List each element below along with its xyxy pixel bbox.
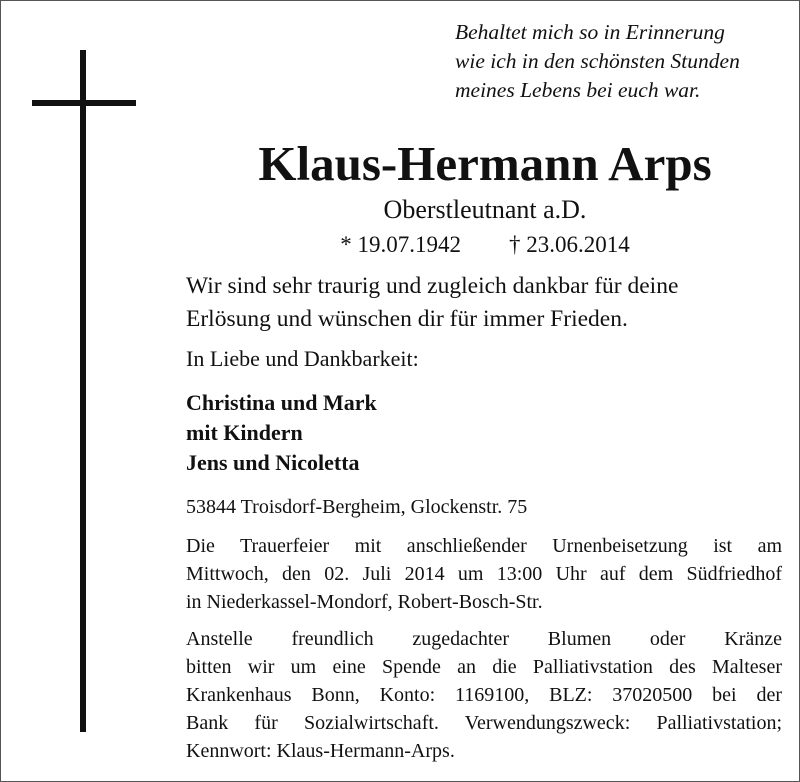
intro-line: Erlösung und wünschen dir für immer Frieden. xyxy=(186,306,628,332)
motto-line: meines Lebens bei euch war. xyxy=(455,78,701,102)
donation-line: Krankenhaus Bonn, Konto: 1169100, BLZ: 37020500 bei der xyxy=(186,684,782,706)
donation-line: Kennwort: Klaus-Hermann-Arps. xyxy=(186,740,455,762)
donation-line: bitten wir um eine Spende an die Palliativstation des Malteser xyxy=(186,656,782,678)
mourner-line: Christina und Mark xyxy=(186,390,377,415)
funeral-line: Die Trauerfeier mit anschließender Urnenbeisetzung ist am xyxy=(186,535,782,557)
funeral-line: Mittwoch, den 02. Juli 2014 um 13:00 Uhr auf dem Südfriedhof xyxy=(186,563,782,585)
intro-line: Wir sind sehr traurig und zugleich dankbar für deine xyxy=(186,273,679,299)
birth-date: * 19.07.1942 xyxy=(340,232,461,257)
funeral-info xyxy=(186,532,782,616)
mourner-line: mit Kindern xyxy=(186,420,303,445)
mourners-list xyxy=(186,388,377,478)
donation-line: Anstelle freundlich zugedachter Blumen oder Kränze xyxy=(186,628,782,650)
closing-phrase: In Liebe und Dankbarkeit: xyxy=(186,346,419,371)
deceased-name: Klaus-Hermann Arps xyxy=(258,136,712,191)
intro-text xyxy=(186,270,776,336)
motto-quote xyxy=(455,18,785,105)
motto-line: Behaltet mich so in Erinnerung xyxy=(455,20,725,44)
motto-line: wie ich in den schönsten Stunden xyxy=(455,49,740,73)
funeral-line: in Niederkassel-Mondorf, Robert-Bosch-Str. xyxy=(186,591,543,613)
donation-line: Bank für Sozialwirtschaft. Verwendungszweck: Palliativstation; xyxy=(186,712,782,734)
cross-vertical-bar xyxy=(80,50,86,732)
family-address: 53844 Troisdorf-Bergheim, Glockenstr. 75 xyxy=(186,496,528,518)
deceased-rank: Oberstleutnant a.D. xyxy=(383,195,587,224)
donation-info xyxy=(186,625,782,765)
cross-horizontal-bar xyxy=(32,100,136,106)
death-date: † 23.06.2014 xyxy=(509,232,630,257)
life-dates xyxy=(186,230,784,260)
mourner-line: Jens und Nicoletta xyxy=(186,450,360,475)
